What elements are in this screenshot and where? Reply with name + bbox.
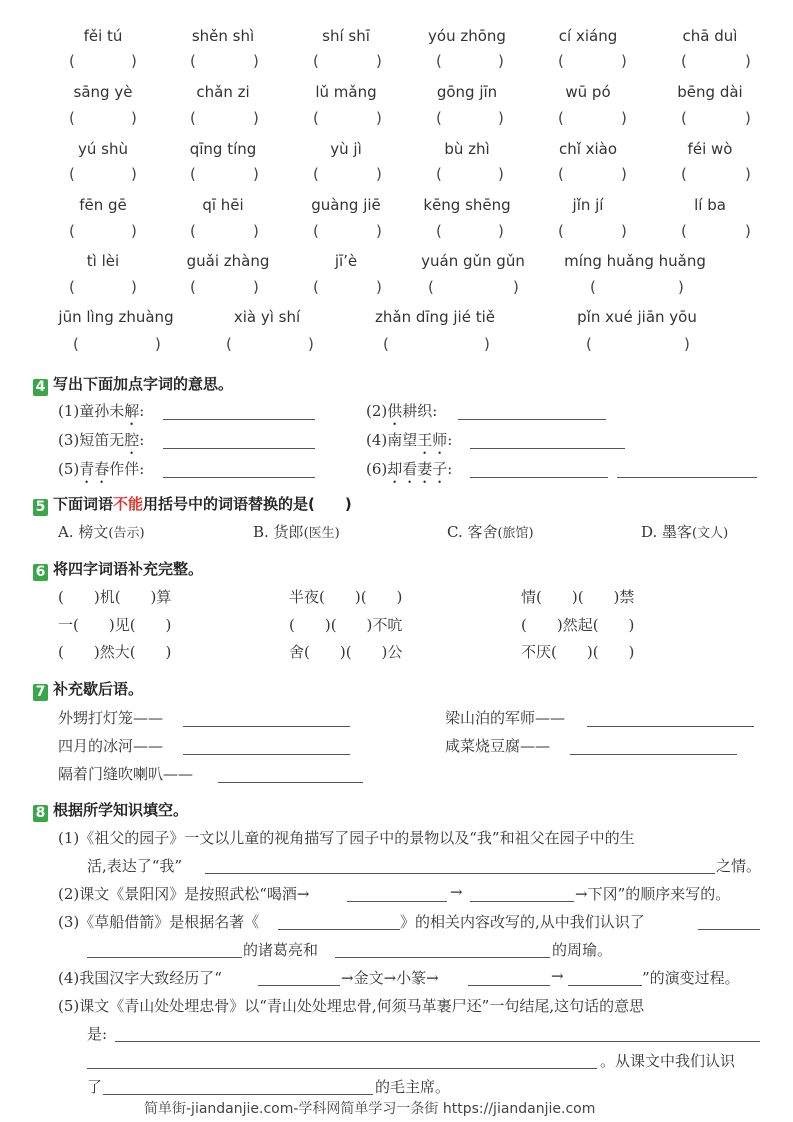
answer-paren-open[interactable]: ( bbox=[313, 222, 319, 240]
answer-paren-open[interactable]: ( bbox=[681, 109, 687, 127]
pinyin-word: chǐ xiào bbox=[558, 140, 618, 158]
q7-answer-blank[interactable] bbox=[587, 726, 754, 727]
answer-paren-close: ) bbox=[253, 109, 259, 127]
colon: : bbox=[447, 431, 453, 449]
q4-item bbox=[58, 400, 144, 429]
q4-word: 南望 bbox=[387, 431, 418, 449]
pinyin-word: fěi tú bbox=[83, 27, 123, 45]
colon: : bbox=[139, 460, 145, 478]
q8-item4-text: (4)我国汉字大致经历了“ bbox=[58, 969, 222, 987]
answer-paren-close: ) bbox=[376, 109, 382, 127]
q8-blank-5c[interactable] bbox=[103, 1094, 373, 1095]
q4-item bbox=[58, 458, 144, 487]
pinyin-word: pǐn xué jiān yōu bbox=[577, 308, 697, 326]
answer-paren-close: ) bbox=[155, 335, 161, 353]
pinyin-word: shěn shì bbox=[191, 27, 255, 45]
q6-title: 将四字词语补充完整。 bbox=[53, 560, 204, 578]
q8-item3-text-b: 》的相关内容改写的,从中我们认识了 bbox=[400, 913, 645, 931]
pinyin-word: fēn gē bbox=[79, 196, 127, 214]
q4-dotted-word: 却看妻子 bbox=[387, 460, 448, 478]
q4-dotted-word: 青春 bbox=[79, 460, 110, 478]
q8-number: 8 bbox=[33, 805, 48, 822]
answer-paren-open[interactable]: ( bbox=[681, 52, 687, 70]
answer-paren-close: ) bbox=[131, 52, 137, 70]
q5-title-b: 用括号中的词语替换的是( ) bbox=[143, 495, 352, 513]
pinyin-word: jī’è bbox=[334, 252, 358, 270]
q4-dotted-word: 供 bbox=[387, 402, 403, 420]
q7-title: 补充歇后语。 bbox=[53, 680, 144, 698]
q4-answer-blank[interactable] bbox=[163, 477, 315, 478]
answer-paren-open[interactable]: ( bbox=[586, 335, 592, 353]
q8-item3-end: 的周瑜。 bbox=[552, 941, 613, 959]
answer-paren-close: ) bbox=[308, 335, 314, 353]
answer-paren-open[interactable]: ( bbox=[436, 222, 442, 240]
q8-blank-5a[interactable] bbox=[115, 1041, 760, 1042]
answer-paren-close: ) bbox=[253, 278, 259, 296]
answer-paren-open[interactable]: ( bbox=[313, 165, 319, 183]
q7-saying: 隔着门缝吹喇叭—— bbox=[58, 765, 194, 783]
pinyin-word: bù zhì bbox=[444, 140, 490, 158]
answer-paren-open[interactable]: ( bbox=[190, 109, 196, 127]
pinyin-word: wū pó bbox=[565, 83, 611, 101]
q4-item bbox=[58, 429, 144, 458]
answer-paren-open[interactable]: ( bbox=[69, 109, 75, 127]
option-label: C. 客舍 bbox=[447, 523, 498, 541]
q5-option[interactable] bbox=[58, 521, 145, 542]
pinyin-word: cí xiáng bbox=[558, 27, 618, 45]
answer-paren-open[interactable]: ( bbox=[190, 222, 196, 240]
q4-item-number: (1) bbox=[58, 402, 80, 420]
answer-paren-close: ) bbox=[678, 278, 684, 296]
q8-blank-4a[interactable] bbox=[258, 985, 340, 986]
q4-answer-blank[interactable] bbox=[458, 419, 606, 420]
pinyin-word: yú shù bbox=[78, 140, 128, 158]
q4-word: 短笛无 bbox=[79, 431, 125, 449]
pinyin-word: féi wò bbox=[687, 140, 733, 158]
q7-answer-blank[interactable] bbox=[218, 782, 363, 783]
q4-word: 作伴 bbox=[109, 460, 140, 478]
pinyin-word: zhǎn dīng jié tiě bbox=[375, 308, 495, 326]
q7-saying: 咸菜烧豆腐—— bbox=[445, 737, 551, 755]
answer-paren-close: ) bbox=[498, 52, 504, 70]
q8-item5-text-b: 是: bbox=[87, 1025, 108, 1043]
q8-item5-end: 的毛主席。 bbox=[375, 1078, 451, 1096]
colon: : bbox=[432, 402, 438, 420]
answer-paren-open[interactable]: ( bbox=[226, 335, 232, 353]
answer-paren-open[interactable]: ( bbox=[436, 109, 442, 127]
answer-paren-open[interactable]: ( bbox=[69, 52, 75, 70]
q8-item1-text-b: 活,表达了“我” bbox=[87, 857, 183, 875]
answer-paren-open[interactable]: ( bbox=[558, 52, 564, 70]
q8-item1-text: (1)《祖父的园子》一文以儿童的视角描写了园子中的景物以及“我”和祖父在园子中的生 bbox=[58, 829, 635, 847]
pinyin-word: guàng jiē bbox=[311, 196, 381, 214]
watermark: 简单街-jiandanjie.com-学科网简单学习一条街 https://jiandanjie.com bbox=[144, 1101, 596, 1117]
q6-idiom-item[interactable]: 半夜( )( ) bbox=[289, 588, 403, 606]
q8-blank-1[interactable] bbox=[205, 873, 715, 874]
answer-paren-close: ) bbox=[745, 222, 751, 240]
q8-item3-text-c: 的诸葛亮和 bbox=[243, 941, 319, 959]
q6-idiom-item[interactable]: 舍( )( )公 bbox=[289, 643, 403, 661]
q4-title: 写出下面加点字词的意思。 bbox=[53, 375, 234, 393]
answer-paren-close: ) bbox=[621, 52, 627, 70]
option-label: B. 货郎 bbox=[253, 523, 304, 541]
q8-arrow: → bbox=[450, 883, 463, 901]
q6-idiom-item[interactable]: 情( )( )禁 bbox=[521, 588, 635, 606]
q5-option[interactable] bbox=[447, 521, 534, 542]
q5-option[interactable] bbox=[253, 521, 340, 542]
q8-item3-text: (3)《草船借箭》是根据名著《 bbox=[58, 913, 260, 931]
answer-paren-open[interactable]: ( bbox=[428, 278, 434, 296]
option-label: D. 墨客 bbox=[641, 523, 693, 541]
pinyin-word: kēng shēng bbox=[423, 196, 511, 214]
colon: : bbox=[447, 460, 453, 478]
q4-answer-blank[interactable] bbox=[163, 419, 315, 420]
answer-paren-close: ) bbox=[745, 165, 751, 183]
answer-paren-close: ) bbox=[376, 165, 382, 183]
answer-paren-close: ) bbox=[498, 165, 504, 183]
answer-paren-close: ) bbox=[376, 52, 382, 70]
answer-paren-open[interactable]: ( bbox=[313, 278, 319, 296]
pinyin-word: jǐn jí bbox=[572, 196, 604, 214]
q4-item-number: (4) bbox=[366, 431, 388, 449]
q4-item bbox=[366, 400, 437, 429]
q8-heading bbox=[33, 799, 188, 822]
q8-item4-end: ”的演变过程。 bbox=[642, 969, 740, 987]
q8-blank-3b[interactable] bbox=[698, 929, 760, 930]
pinyin-word: shí shī bbox=[322, 27, 370, 45]
pinyin-word: xià yì shí bbox=[233, 308, 301, 326]
q5-number: 5 bbox=[33, 499, 48, 516]
answer-paren-open[interactable]: ( bbox=[69, 165, 75, 183]
q7-heading bbox=[33, 678, 143, 701]
q8-arrow: → bbox=[551, 967, 564, 985]
pinyin-word: yù jì bbox=[330, 140, 362, 158]
answer-paren-close: ) bbox=[253, 165, 259, 183]
answer-paren-close: ) bbox=[684, 335, 690, 353]
answer-paren-open[interactable]: ( bbox=[590, 278, 596, 296]
q7-saying: 外甥打灯笼—— bbox=[58, 709, 164, 727]
q8-blank-5b[interactable] bbox=[87, 1068, 597, 1069]
q5-title-a: 下面词语 bbox=[53, 495, 114, 513]
q6-idiom-item[interactable]: ( )然起( ) bbox=[521, 616, 635, 634]
q4-answer-blank[interactable] bbox=[163, 448, 315, 449]
q4-item-number: (2) bbox=[366, 402, 388, 420]
q7-saying: 梁山泊的军师—— bbox=[445, 709, 566, 727]
answer-paren-close: ) bbox=[131, 222, 137, 240]
answer-paren-close: ) bbox=[253, 222, 259, 240]
q4-answer-blank[interactable] bbox=[617, 477, 757, 478]
answer-paren-open[interactable]: ( bbox=[313, 109, 319, 127]
pinyin-word: yuán gǔn gǔn bbox=[421, 252, 525, 270]
q8-item5-text: (5)课文《青山处处埋忠骨》以“青山处处埋忠骨,何须马革裹尸还”一句结尾,这句话的意思 bbox=[58, 997, 645, 1015]
pinyin-word: sāng yè bbox=[73, 83, 133, 101]
colon: : bbox=[139, 402, 145, 420]
q8-item2-text: (2)课文《景阳冈》是按照武松“喝酒→ bbox=[58, 885, 310, 903]
answer-paren-close: ) bbox=[131, 278, 137, 296]
answer-paren-close: ) bbox=[376, 278, 382, 296]
option-label: A. 榜文 bbox=[58, 523, 109, 541]
pinyin-word: chǎn zi bbox=[196, 83, 250, 101]
q5-title-emphasis: 不能 bbox=[113, 495, 144, 513]
q4-dotted-word: 腔 bbox=[124, 431, 140, 449]
q6-idiom-item[interactable]: 不厌( )( ) bbox=[521, 643, 635, 661]
q7-number: 7 bbox=[33, 684, 48, 701]
q8-title: 根据所学知识填空。 bbox=[53, 801, 189, 819]
q4-item bbox=[366, 429, 452, 458]
answer-paren-close: ) bbox=[253, 52, 259, 70]
q4-answer-blank[interactable] bbox=[470, 448, 625, 449]
q4-heading bbox=[33, 373, 233, 396]
q8-item1-end: 之情。 bbox=[716, 857, 762, 875]
answer-paren-open[interactable]: ( bbox=[558, 165, 564, 183]
answer-paren-open[interactable]: ( bbox=[436, 52, 442, 70]
pinyin-word: yóu zhōng bbox=[428, 27, 506, 45]
answer-paren-close: ) bbox=[484, 335, 490, 353]
pinyin-word: míng huǎng huǎng bbox=[564, 252, 706, 270]
answer-paren-close: ) bbox=[621, 165, 627, 183]
pinyin-word: chā duì bbox=[682, 27, 738, 45]
q6-heading bbox=[33, 558, 203, 581]
answer-paren-open[interactable]: ( bbox=[69, 222, 75, 240]
q4-number: 4 bbox=[33, 379, 48, 396]
q8-item2-end: →下冈”的顺序来写的。 bbox=[575, 885, 731, 903]
q4-item bbox=[366, 458, 452, 487]
answer-paren-open[interactable]: ( bbox=[190, 278, 196, 296]
answer-paren-open[interactable]: ( bbox=[558, 109, 564, 127]
q6-idiom-item[interactable]: ( )机( )算 bbox=[58, 588, 172, 606]
q8-item5-text-d: 了 bbox=[87, 1078, 103, 1096]
q4-word: 耕织 bbox=[402, 402, 433, 420]
answer-paren-close: ) bbox=[376, 222, 382, 240]
answer-paren-close: ) bbox=[131, 109, 137, 127]
option-hint: (告示) bbox=[108, 526, 145, 541]
q8-blank-2b[interactable] bbox=[470, 901, 574, 902]
answer-paren-open[interactable]: ( bbox=[73, 335, 79, 353]
q6-idiom-item[interactable]: ( )( )不吭 bbox=[289, 616, 403, 634]
q8-blank-3d[interactable] bbox=[335, 957, 550, 958]
option-hint: (文人) bbox=[692, 526, 729, 541]
q8-blank-3c[interactable] bbox=[87, 957, 242, 958]
q4-dotted-word: 王师 bbox=[417, 431, 448, 449]
q7-answer-blank[interactable] bbox=[183, 754, 350, 755]
answer-paren-close: ) bbox=[131, 165, 137, 183]
pinyin-word: gōng jīn bbox=[436, 83, 498, 101]
q4-dotted-word: 解 bbox=[124, 402, 140, 420]
q7-answer-blank[interactable] bbox=[183, 726, 350, 727]
q8-blank-2a[interactable] bbox=[347, 901, 447, 902]
q8-blank-4b[interactable] bbox=[468, 985, 550, 986]
answer-paren-close: ) bbox=[745, 52, 751, 70]
answer-paren-open[interactable]: ( bbox=[436, 165, 442, 183]
option-hint: (医生) bbox=[303, 526, 340, 541]
q6-idiom-item[interactable]: 一( )见( ) bbox=[58, 616, 172, 634]
q8-item5-text-c: 。从课文中我们认识 bbox=[600, 1052, 736, 1070]
pinyin-word: qī hēi bbox=[202, 196, 244, 214]
answer-paren-close: ) bbox=[621, 109, 627, 127]
answer-paren-close: ) bbox=[498, 222, 504, 240]
pinyin-word: jūn lìng zhuàng bbox=[58, 308, 174, 326]
pinyin-word: qīng tíng bbox=[189, 140, 257, 158]
pinyin-word: lí ba bbox=[694, 196, 726, 214]
pinyin-word: lǔ mǎng bbox=[315, 83, 377, 101]
q8-blank-4c[interactable] bbox=[568, 985, 642, 986]
q8-item4-text-b: →金文→小篆→ bbox=[341, 969, 439, 987]
answer-paren-close: ) bbox=[498, 109, 504, 127]
q4-word: 童孙未 bbox=[79, 402, 125, 420]
q6-idiom-item[interactable]: ( )然大( ) bbox=[58, 643, 172, 661]
q4-item-number: (5) bbox=[58, 460, 80, 478]
q8-blank-3a[interactable] bbox=[278, 929, 400, 930]
answer-paren-close: ) bbox=[745, 109, 751, 127]
answer-paren-open[interactable]: ( bbox=[190, 52, 196, 70]
answer-paren-open[interactable]: ( bbox=[69, 278, 75, 296]
q7-saying: 四月的冰河—— bbox=[58, 737, 164, 755]
answer-paren-open[interactable]: ( bbox=[558, 222, 564, 240]
q7-answer-blank[interactable] bbox=[570, 754, 737, 755]
q4-answer-blank[interactable] bbox=[470, 477, 608, 478]
option-hint: (旅馆) bbox=[497, 526, 534, 541]
answer-paren-close: ) bbox=[513, 278, 519, 296]
q5-option[interactable] bbox=[641, 521, 728, 542]
answer-paren-open[interactable]: ( bbox=[681, 222, 687, 240]
answer-paren-open[interactable]: ( bbox=[383, 335, 389, 353]
q4-item-number: (3) bbox=[58, 431, 80, 449]
answer-paren-open[interactable]: ( bbox=[681, 165, 687, 183]
answer-paren-open[interactable]: ( bbox=[313, 52, 319, 70]
colon: : bbox=[139, 431, 145, 449]
pinyin-word: guǎi zhàng bbox=[186, 252, 270, 270]
answer-paren-open[interactable]: ( bbox=[190, 165, 196, 183]
q4-item-number: (6) bbox=[366, 460, 388, 478]
answer-paren-close: ) bbox=[621, 222, 627, 240]
pinyin-word: bēng dài bbox=[677, 83, 743, 101]
pinyin-word: tì lèi bbox=[86, 252, 120, 270]
q6-number: 6 bbox=[33, 564, 48, 581]
q5-heading bbox=[33, 493, 352, 516]
